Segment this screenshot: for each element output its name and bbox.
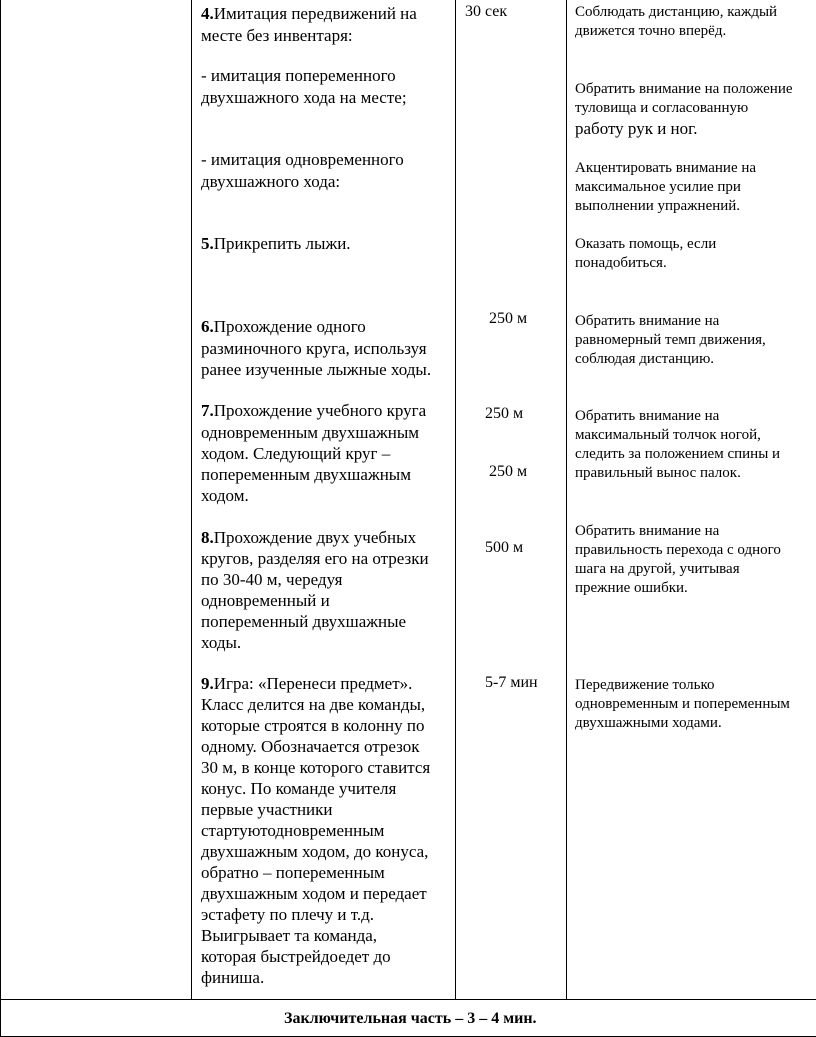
exercise-5-line-1: 5.Прикрепить лыжи. bbox=[201, 234, 351, 253]
note-5-line-2: понадобиться. bbox=[575, 255, 667, 271]
dose-exercise-7-first: 250 м bbox=[485, 405, 524, 422]
exercise-9-line-11: двухшажным ходом и передает bbox=[201, 884, 427, 903]
dose-exercise-7-second: 250 м bbox=[489, 463, 528, 480]
exercise-8-number: 8. bbox=[201, 528, 214, 547]
note-8-line-1: Обратить внимание на bbox=[575, 523, 720, 539]
note-7-line-1: Обратить внимание на bbox=[575, 408, 720, 424]
exercise-7-line-5: ходом. bbox=[201, 486, 249, 505]
note-9-line-3: двухшажными ходами. bbox=[575, 715, 722, 731]
note-4b-line-2: туловища и согласованную bbox=[575, 100, 749, 116]
exercise-7-line-2: одновременным двухшажным bbox=[201, 423, 420, 442]
dose-exercise-8: 500 м bbox=[485, 539, 524, 556]
exercise-5-number: 5. bbox=[201, 234, 214, 253]
dose-exercise-4: 30 сек bbox=[465, 3, 508, 20]
dose-exercise-6: 250 м bbox=[489, 310, 528, 327]
column-divider-1 bbox=[191, 0, 192, 1000]
exercise-4-line-2: месте без инвентаря: bbox=[201, 26, 353, 45]
note-4c-line-3: выполнении упражнений. bbox=[575, 198, 741, 214]
exercise-9-line-6: конус. По команде учителя bbox=[201, 779, 397, 798]
exercise-4-sub-2-line-1: - имитация одновременного bbox=[201, 150, 404, 169]
note-4c-line-1: Акцентировать внимание на bbox=[575, 160, 757, 176]
note-8-line-3: шага на другой, учитывая bbox=[575, 561, 740, 577]
exercise-8-line-4: одновременный и bbox=[201, 591, 330, 610]
note-6-line-2: равномерный темп движения, bbox=[575, 332, 766, 348]
exercise-9-line-10: обратно – попеременным bbox=[201, 863, 385, 882]
note-4b-line-1: Обратить внимание на положение bbox=[575, 81, 793, 97]
note-6-line-3: соблюдая дистанцию. bbox=[575, 351, 715, 367]
note-7-line-3: следить за положением спины и bbox=[575, 446, 781, 462]
column-divider-3 bbox=[566, 0, 567, 1000]
exercise-9-line-7: первые участники bbox=[201, 800, 333, 819]
exercise-9-line-1: 9.Игра: «Перенеси предмет». bbox=[201, 674, 413, 693]
exercise-6-number: 6. bbox=[201, 317, 214, 336]
note-4b-line-3: работу рук и ног. bbox=[575, 119, 698, 138]
column-divider-2 bbox=[455, 0, 456, 1000]
note-4c-line-2: максимальное усилие при bbox=[575, 179, 741, 195]
exercise-8-line-3: по 30-40 м, чередуя bbox=[201, 570, 343, 589]
exercise-6-line-3: ранее изученные лыжные ходы. bbox=[201, 360, 432, 379]
exercise-8-line-1: 8.Прохождение двух учебных bbox=[201, 528, 417, 547]
exercise-9-line-12: эстафету по плечу и т.д. bbox=[201, 905, 375, 924]
exercise-9-line-2: Класс делится на две команды, bbox=[201, 695, 426, 714]
note-8-line-2: правильность перехода с одного bbox=[575, 542, 781, 558]
note-4a-line-2: движется точно вперёд. bbox=[575, 23, 727, 39]
note-9-line-2: одновременным и попеременным bbox=[575, 696, 790, 712]
exercise-6-line-1: 6.Прохождение одного bbox=[201, 317, 366, 336]
exercise-9-line-5: 30 м, в конце которого ставится bbox=[201, 758, 431, 777]
note-5-line-1: Оказать помощь, если bbox=[575, 236, 717, 252]
note-7-line-4: правильный вынос палок. bbox=[575, 465, 741, 481]
exercise-9-line-15: финиша. bbox=[201, 968, 265, 987]
exercise-8-line-6: ходы. bbox=[201, 633, 242, 652]
exercise-7-line-3: ходом. Следующий круг – bbox=[201, 444, 391, 463]
exercise-4-number: 4. bbox=[201, 4, 214, 23]
dose-exercise-9: 5-7 мин bbox=[485, 674, 538, 691]
exercise-9-line-3: которые строятся в колонну по bbox=[201, 716, 425, 735]
exercise-7-number: 7. bbox=[201, 401, 214, 420]
note-8-line-4: прежние ошибки. bbox=[575, 580, 688, 596]
exercise-9-number: 9. bbox=[201, 674, 214, 693]
exercise-4-line-1: 4.Имитация передвижений на bbox=[201, 4, 417, 23]
table-left-border bbox=[0, 0, 1, 1037]
footer-section-title: Заключительная часть – 3 – 4 мин. bbox=[284, 1010, 537, 1027]
footer-top-border bbox=[0, 999, 816, 1000]
exercise-4-sub-1-line-2: двухшажного хода на месте; bbox=[201, 88, 407, 107]
exercise-9-line-9: двухшажным ходом, до конуса, bbox=[201, 842, 429, 861]
exercise-6-line-2: разминочного круга, используя bbox=[201, 339, 427, 358]
exercise-9-line-13: Выигрывает та команда, bbox=[201, 926, 378, 945]
exercise-8-line-5: попеременный двухшажные bbox=[201, 612, 407, 631]
note-4a-line-1: Соблюдать дистанцию, каждый bbox=[575, 4, 778, 20]
exercise-4-sub-1-line-1: - имитация попеременного bbox=[201, 66, 396, 85]
exercise-9-line-14: которая быстрейдоедет до bbox=[201, 947, 391, 966]
exercise-4-sub-2-line-2: двухшажного хода: bbox=[201, 172, 341, 191]
exercise-7-line-4: попеременным двухшажным bbox=[201, 465, 411, 484]
exercise-7-line-1: 7.Прохождение учебного круга bbox=[201, 401, 427, 420]
exercise-9-line-8: стартуютодновременным bbox=[201, 821, 385, 840]
note-6-line-1: Обратить внимание на bbox=[575, 313, 720, 329]
exercise-8-line-2: кругов, разделяя его на отрезки bbox=[201, 549, 429, 568]
note-9-line-1: Передвижение только bbox=[575, 677, 715, 693]
exercise-9-line-4: одному. Обозначается отрезок bbox=[201, 737, 420, 756]
note-7-line-2: максимальный толчок ногой, bbox=[575, 427, 761, 443]
